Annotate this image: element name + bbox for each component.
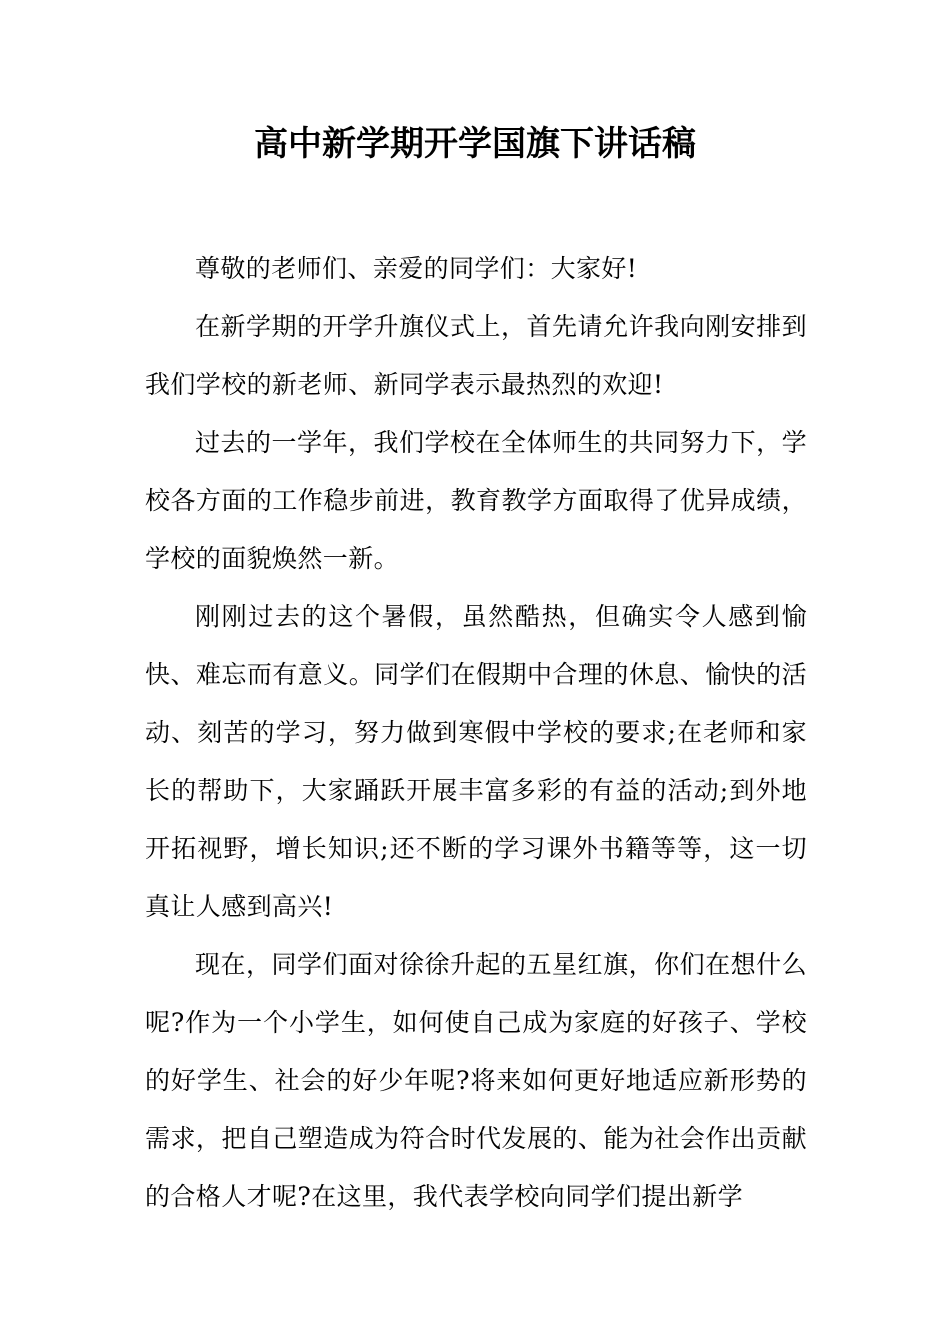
paragraph-past-year: 过去的一学年，我们学校在全体师生的共同努力下，学校各方面的工作稳步前进，教育教学方面取得了优异成绩，学校的面貌焕然一新。 [145, 428, 807, 573]
paragraph-summer: 刚刚过去的这个暑假，虽然酷热，但确实令人感到愉快、难忘而有意义。同学们在假期中合理的休息、愉快的活动、刻苦的学习，努力做到寒假中学校的要求;在老师和家长的帮助下，大家踊跃开展丰富多彩的有益的活动;到外地开拓视野，增长知识;还不断的学习课外书籍等等，这一切真让人感到高兴! [145, 602, 807, 921]
paragraph-greeting: 尊敬的老师们、亲爱的同学们：大家好! [195, 254, 638, 283]
paragraph-flag: 现在，同学们面对徐徐升起的五星红旗，你们在想什么呢?作为一个小学生，如何使自己成为家庭的好孩子、学校的好学生、社会的好少年呢?将来如何更好地适应新形势的需求，把自己塑造成为符合时代发展的、能为社会作出贡献的合格人才呢?在这里，我代表学校向同学们提出新学 [145, 950, 807, 1211]
document-title: 高中新学期开学国旗下讲话稿 [254, 124, 696, 164]
paragraph-welcome: 在新学期的开学升旗仪式上，首先请允许我向刚安排到我们学校的新老师、新同学表示最热烈的欢迎! [145, 312, 807, 399]
document-body [145, 240, 807, 1226]
